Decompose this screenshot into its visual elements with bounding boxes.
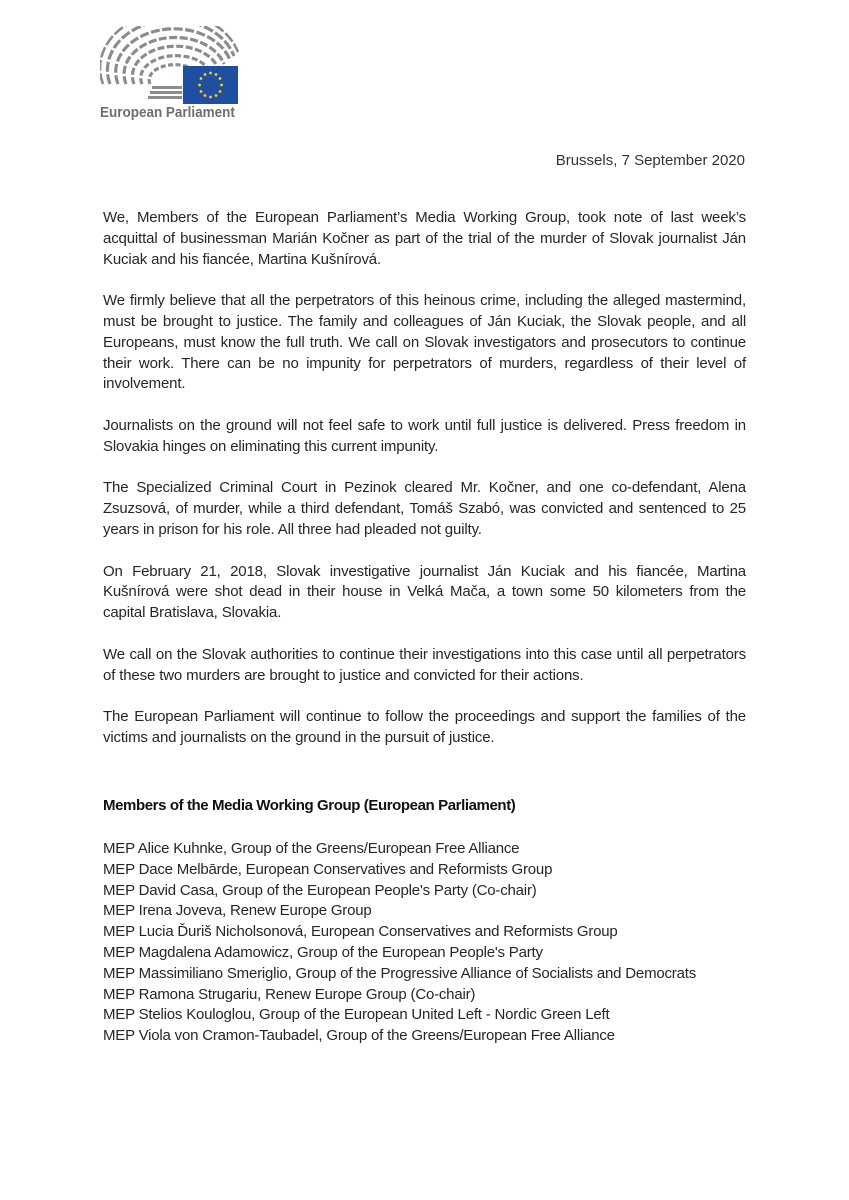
member-item: MEP Dace Melbārde, European Conservatives and Reformists Group [103,860,553,878]
statement-body [103,208,746,770]
paragraph: Journalists on the ground will not feel safe to work until full justice is delivered. Press freedom in Slovakia hinges on eliminating this current impunity. [103,416,746,455]
paragraph: The European Parliament will continue to follow the proceedings and support the families of the victims and journalists on the ground in the pursuit of justice. [103,708,746,746]
paragraph: We, Members of the European Parliament’s Media Working Group, took note of last week’s acquittal of businessman Marián Kočner as part of the trial of the murder of Slovak journalist Ján Kuciak and his fiancée, Martina Kušnírová. [103,209,746,268]
paragraph: On February 21, 2018, Slovak investigative journalist Ján Kuciak and his fiancée, Martina Kušnírová were shot dead in their house in Velká Mača, a town some 50 kilometers from the capital Bratislava, Slovakia. [103,562,746,622]
member-item: MEP Ramona Strugariu, Renew Europe Group (Co-chair) [103,985,476,1003]
member-item: MEP David Casa, Group of the European People's Party (Co-chair) [103,881,537,899]
date-line: Brussels, 7 September 2020 [555,152,745,169]
member-item: MEP Magdalena Adamowicz, Group of the European People's Party [103,943,543,961]
members-heading: Members of the Media Working Group (European Parliament) [103,797,516,814]
member-item: MEP Stelios Kouloglou, Group of the European United Left - Nordic Green Left [103,1006,610,1024]
member-item: MEP Alice Kuhnke, Group of the Greens/European Free Alliance [103,840,520,857]
members-list [103,839,696,1047]
paragraph: We call on the Slovak authorities to continue their investigations into this case until all perpetrators of these two murders are brought to justice and convicted for their actions. [103,645,746,684]
member-item: MEP Massimiliano Smeriglio, Group of the Progressive Alliance of Socialists and Democrats [103,964,697,982]
member-item: MEP Viola von Cramon-Taubadel, Group of the Greens/European Free Alliance [103,1027,615,1045]
paragraph: The Specialized Criminal Court in Pezinok cleared Mr. Kočner, and one co-defendant, Alena Zsuzsová, of murder, while a third defendant, Tomáš Szabó, was convicted and sentenced to 25 years in prison for his role. All three had pleaded not guilty. [103,479,746,538]
hemicycle-eu-flag-icon [100,26,245,104]
paragraph: We firmly believe that all the perpetrators of this heinous crime, including the alleged mastermind, must be brought to justice. The family and colleagues of Ján Kuciak, the Slovak people, and all Europeans, must know the full truth. We call on Slovak investigators and prosecutors to continue their work. There can be no impunity for perpetrators of murders, regardless of their level of involvement. [103,292,746,393]
member-item: MEP Irena Joveva, Renew Europe Group [103,902,372,920]
european-parliament-logo [100,26,245,126]
logo-wordmark: European Parliament [100,105,235,121]
member-item: MEP Lucia Ďuriš Nicholsonová, European Conservatives and Reformists Group [103,923,618,941]
